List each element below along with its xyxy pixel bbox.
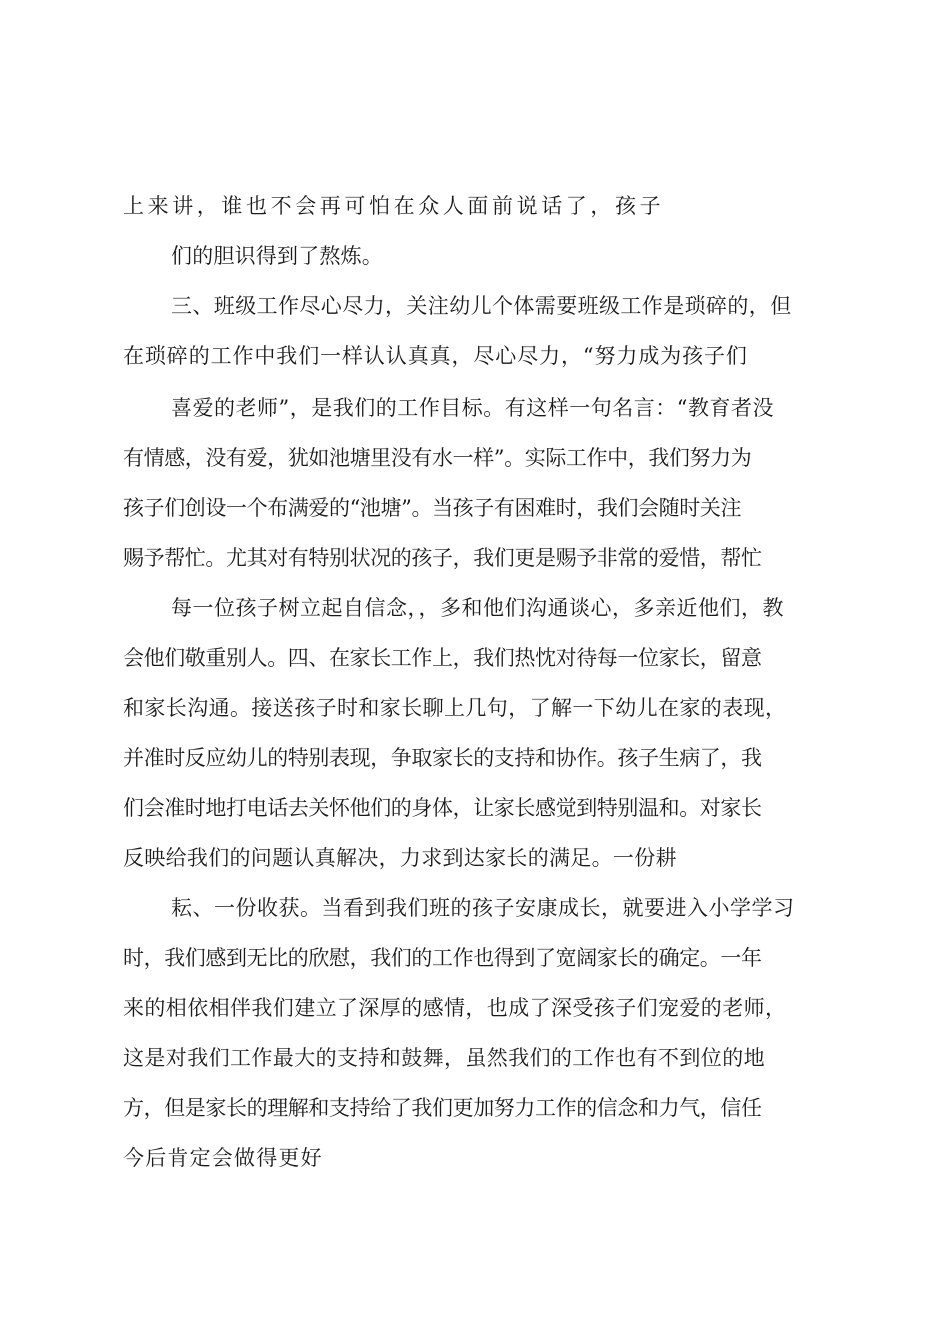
text-line: 会他们敬重别人。四、在家长工作上，我们热忱对待每一位家长，留意: [123, 646, 762, 670]
text-line: 有情感，没有爱，犹如池塘里没有水一样”。实际工作中，我们努力为: [123, 446, 752, 470]
text-line: 上来讲，谁也不会再可怕在众人面前说话了，孩子: [123, 194, 665, 218]
text-line: 今后肯定会做得更好: [123, 1146, 323, 1170]
text-line: 这是对我们工作最大的支持和鼓舞，虽然我们的工作也有不到位的地: [123, 1046, 765, 1070]
text-line: 时，我们感到无比的欣慰，我们的工作也得到了宽阔家长的确定。一年: [123, 946, 762, 970]
text-line: 三、班级工作尽心尽力，关注幼儿个体需要班级工作是琐碎的，但: [171, 294, 792, 318]
text-line: 孩子们创设一个布满爱的“池塘”。当孩子有困难时，我们会随时关注: [123, 496, 742, 520]
text-line: 方，但是家长的理解和支持给了我们更加努力工作的信念和力气，信任: [123, 1096, 762, 1120]
text-line: 耘、一份收获。当看到我们班的孩子安康成长，就要进入小学学习: [171, 896, 795, 920]
text-line: 们会准时地打电话去关怀他们的身体，让家长感觉到特别温和。对家长: [123, 796, 762, 820]
text-line: 们的胆识得到了熬炼。: [171, 244, 383, 268]
text-line: 来的相依相伴我们建立了深厚的感情，也成了深受孩子们宠爱的老师，: [123, 996, 787, 1020]
text-line: 并准时反应幼儿的特别表现，争取家长的支持和协作。孩子生病了，我: [123, 746, 762, 770]
text-line: 反映给我们的问题认真解决，力求到达家长的满足。一份耕: [123, 846, 677, 870]
text-line: 赐予帮忙。尤其对有特别状况的孩子，我们更是赐予非常的爱惜，帮忙: [123, 546, 762, 570]
text-line: 喜爱的老师”，是我们的工作目标。有这样一句名言：“教育者没: [171, 396, 774, 420]
text-line: 在琐碎的工作中我们一样认认真真，尽心尽力，“努力成为孩子们: [123, 344, 748, 368]
text-line: 和家长沟通。接送孩子时和家长聊上几句，了解一下幼儿在家的表现，: [123, 696, 787, 720]
text-line: 每一位孩子树立起自信念，，多和他们沟通谈心，多亲近他们，教: [171, 596, 784, 620]
